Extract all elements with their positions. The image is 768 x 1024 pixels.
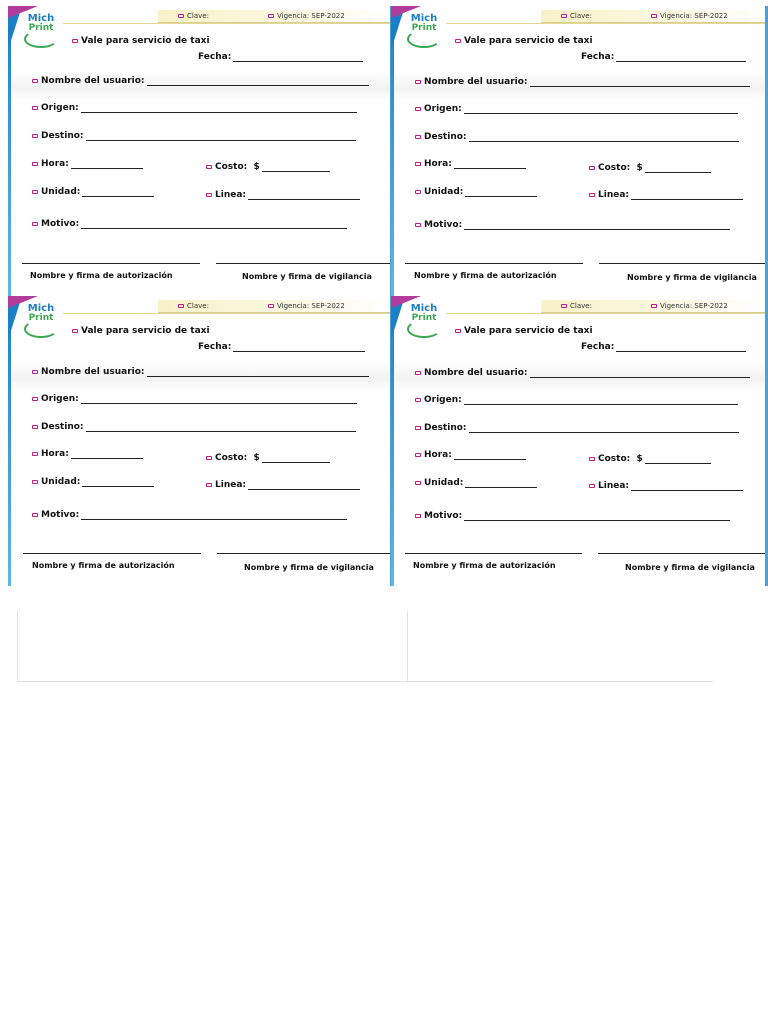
table-divider xyxy=(407,611,408,681)
bullet-icon xyxy=(32,452,38,456)
hora-line xyxy=(454,160,526,169)
motivo-field: Motivo: xyxy=(415,220,730,230)
bullet-icon xyxy=(589,457,595,461)
bullet-icon xyxy=(206,165,212,169)
bullet-icon xyxy=(206,483,212,487)
bullet-icon xyxy=(268,304,274,308)
origen-field: Origen: xyxy=(415,104,738,114)
vigencia-field: Vigencia: SEP-2022 xyxy=(268,302,345,310)
header-bar xyxy=(158,300,390,313)
bullet-icon xyxy=(589,484,595,488)
bullet-icon xyxy=(72,39,78,43)
linea-line xyxy=(631,191,743,200)
usuario-field: Nombre del usuario: xyxy=(32,367,369,377)
clave-field: Clave: xyxy=(178,12,209,20)
motivo-field: Motivo: xyxy=(32,510,347,520)
origen-field: Origen: xyxy=(32,103,357,113)
bullet-icon xyxy=(32,190,38,194)
costo-field: Costo: $ xyxy=(589,163,711,173)
vigencia-field: Vigencia: SEP-2022 xyxy=(651,302,728,310)
authorization-label: Nombre y firma de autorización xyxy=(414,271,557,280)
hora-line xyxy=(71,450,143,459)
vigencia-field: Vigencia: SEP-2022 xyxy=(651,12,728,20)
clave-field: Clave: xyxy=(561,12,592,20)
header-bar xyxy=(541,10,765,23)
destino-field: Destino: xyxy=(415,423,739,433)
hora-line xyxy=(454,451,526,460)
authorization-label: Nombre y firma de autorización xyxy=(30,271,173,280)
clave-field: Clave: xyxy=(561,302,592,310)
destino-line xyxy=(86,423,356,432)
header-line xyxy=(63,23,390,24)
mich-print-logo xyxy=(22,14,60,70)
costo-field: Costo: $ xyxy=(206,162,330,172)
bullet-icon xyxy=(415,135,421,139)
bullet-icon xyxy=(32,480,38,484)
hora-field: Hora: xyxy=(32,159,143,169)
bullet-icon xyxy=(178,304,184,308)
taxi-voucher-3 xyxy=(8,296,393,586)
linea-field: Linea: xyxy=(589,190,743,200)
destino-line xyxy=(469,424,739,433)
bullet-icon xyxy=(415,514,421,518)
destino-line xyxy=(86,132,356,141)
bullet-icon xyxy=(206,193,212,197)
usuario-field: Nombre del usuario: xyxy=(32,76,369,86)
bullet-icon xyxy=(415,107,421,111)
bullet-icon xyxy=(561,304,567,308)
linea-field: Linea: xyxy=(206,190,360,200)
logo-text-bottom: Print xyxy=(411,23,437,33)
destino-field: Destino: xyxy=(32,131,356,141)
logo-swoosh-icon xyxy=(24,320,58,338)
origen-line xyxy=(81,395,357,404)
destino-field: Destino: xyxy=(32,422,356,432)
security-label: Nombre y firma de vigilancia xyxy=(625,563,755,572)
motivo-line xyxy=(81,220,347,229)
hora-field: Hora: xyxy=(415,159,526,169)
header-line xyxy=(446,23,765,24)
bullet-icon xyxy=(651,304,657,308)
bullet-icon xyxy=(72,329,78,333)
voucher-title: Vale para servicio de taxi xyxy=(72,36,210,46)
mich-print-logo xyxy=(405,304,443,360)
bullet-icon xyxy=(32,162,38,166)
fecha-field: Fecha: xyxy=(581,342,746,352)
logo-text-top: Mich xyxy=(410,13,438,24)
unidad-line xyxy=(82,478,154,487)
costo-line xyxy=(262,163,330,172)
usuario-line xyxy=(530,369,750,378)
bullet-icon xyxy=(415,453,421,457)
voucher-title: Vale para servicio de taxi xyxy=(72,326,210,336)
motivo-line xyxy=(464,512,730,521)
fecha-field: Fecha: xyxy=(198,342,365,352)
bullet-icon xyxy=(32,370,38,374)
security-label: Nombre y firma de vigilancia xyxy=(627,273,757,282)
linea-line xyxy=(248,481,360,490)
logo-text-bottom: Print xyxy=(411,313,437,323)
origen-field: Origen: xyxy=(415,395,738,405)
bullet-icon xyxy=(561,14,567,18)
header-line xyxy=(446,313,765,314)
motivo-line xyxy=(81,511,347,520)
costo-line xyxy=(262,454,330,463)
fecha-field: Fecha: xyxy=(581,52,746,62)
bullet-icon xyxy=(415,398,421,402)
usuario-field: Nombre del usuario: xyxy=(415,368,750,378)
bullet-icon xyxy=(178,14,184,18)
bullet-icon xyxy=(268,14,274,18)
usuario-line xyxy=(147,77,369,86)
empty-table xyxy=(17,611,713,682)
clave-field: Clave: xyxy=(178,302,209,310)
bullet-icon xyxy=(455,329,461,333)
usuario-line xyxy=(530,78,750,87)
logo-text-bottom: Print xyxy=(28,23,54,33)
origen-line xyxy=(464,105,738,114)
security-label: Nombre y firma de vigilancia xyxy=(242,272,372,281)
bullet-icon xyxy=(415,80,421,84)
bullet-icon xyxy=(32,79,38,83)
voucher-title: Vale para servicio de taxi xyxy=(455,326,593,336)
bullet-icon xyxy=(415,190,421,194)
origen-line xyxy=(464,396,738,405)
bullet-icon xyxy=(32,222,38,226)
logo-swoosh-icon xyxy=(407,320,441,338)
fecha-line xyxy=(233,343,365,352)
taxi-voucher-4 xyxy=(391,296,768,586)
unidad-field: Unidad: xyxy=(32,187,154,197)
fecha-line xyxy=(616,53,746,62)
logo-swoosh-icon xyxy=(24,30,58,48)
hora-field: Hora: xyxy=(415,450,526,460)
authorization-signature-line xyxy=(405,553,582,554)
destino-line xyxy=(469,133,739,142)
motivo-line xyxy=(464,221,730,230)
linea-line xyxy=(248,191,360,200)
origen-field: Origen: xyxy=(32,394,357,404)
logo-text-top: Mich xyxy=(27,13,55,24)
logo-swoosh-icon xyxy=(407,30,441,48)
destino-field: Destino: xyxy=(415,132,739,142)
linea-field: Linea: xyxy=(206,480,360,490)
linea-line xyxy=(631,482,743,491)
usuario-field: Nombre del usuario: xyxy=(415,77,750,87)
bullet-icon xyxy=(589,193,595,197)
voucher-title: Vale para servicio de taxi xyxy=(455,36,593,46)
authorization-signature-line xyxy=(23,553,201,554)
bullet-icon xyxy=(32,513,38,517)
fecha-line xyxy=(616,343,746,352)
bullet-icon xyxy=(206,456,212,460)
security-signature-line xyxy=(217,553,390,554)
header-bar xyxy=(158,10,390,23)
bullet-icon xyxy=(415,426,421,430)
bullet-icon xyxy=(651,14,657,18)
header-bar xyxy=(541,300,765,313)
authorization-label: Nombre y firma de autorización xyxy=(413,561,556,570)
authorization-signature-line xyxy=(22,263,200,264)
authorization-label: Nombre y firma de autorización xyxy=(32,561,175,570)
bullet-icon xyxy=(589,166,595,170)
bullet-icon xyxy=(415,162,421,166)
unidad-line xyxy=(82,188,154,197)
security-signature-line xyxy=(599,263,768,264)
unidad-line xyxy=(465,188,537,197)
bullet-icon xyxy=(455,39,461,43)
motivo-field: Motivo: xyxy=(415,511,730,521)
bullet-icon xyxy=(32,134,38,138)
mich-print-logo xyxy=(405,14,443,70)
usuario-line xyxy=(147,368,369,377)
linea-field: Linea: xyxy=(589,481,743,491)
origen-line xyxy=(81,104,357,113)
bullet-icon xyxy=(415,223,421,227)
costo-field: Costo: $ xyxy=(206,453,330,463)
bullet-icon xyxy=(32,106,38,110)
unidad-line xyxy=(465,479,537,488)
security-signature-line xyxy=(216,263,390,264)
hora-line xyxy=(71,160,143,169)
bullet-icon xyxy=(415,371,421,375)
bullet-icon xyxy=(32,425,38,429)
unidad-field: Unidad: xyxy=(32,477,154,487)
costo-line xyxy=(645,164,711,173)
fecha-field: Fecha: xyxy=(198,52,363,62)
vigencia-field: Vigencia: SEP-2022 xyxy=(268,12,345,20)
logo-text-top: Mich xyxy=(410,303,438,314)
costo-line xyxy=(645,455,711,464)
fecha-line xyxy=(233,53,363,62)
costo-field: Costo: $ xyxy=(589,454,711,464)
header-line xyxy=(63,313,390,314)
motivo-field: Motivo: xyxy=(32,219,347,229)
logo-text-bottom: Print xyxy=(28,313,54,323)
bullet-icon xyxy=(32,397,38,401)
unidad-field: Unidad: xyxy=(415,187,537,197)
hora-field: Hora: xyxy=(32,449,143,459)
logo-text-top: Mich xyxy=(27,303,55,314)
taxi-voucher-2 xyxy=(391,6,768,296)
unidad-field: Unidad: xyxy=(415,478,537,488)
security-label: Nombre y firma de vigilancia xyxy=(244,563,374,572)
authorization-signature-line xyxy=(405,263,583,264)
security-signature-line xyxy=(598,553,768,554)
mich-print-logo xyxy=(22,304,60,360)
bullet-icon xyxy=(415,481,421,485)
taxi-voucher-1 xyxy=(8,6,393,296)
